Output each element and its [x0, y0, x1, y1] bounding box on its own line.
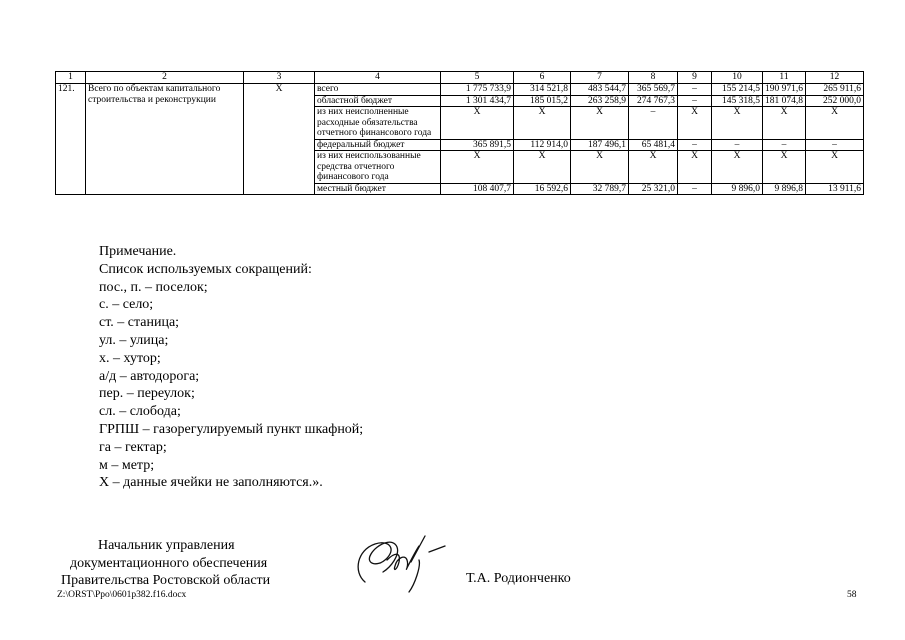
value-cell: Х — [571, 151, 629, 184]
handwritten-signature — [335, 522, 455, 602]
value-cell: 274 767,3 — [629, 95, 678, 107]
value-cell: 65 481,4 — [629, 139, 678, 151]
value-cell: Х — [678, 107, 712, 140]
value-cell: Х — [629, 151, 678, 184]
column-header: 1 — [56, 72, 86, 84]
value-cell: 9 896,0 — [712, 183, 763, 195]
note-line: Список используемых сокращений: — [99, 261, 312, 277]
note-line: ст. – станица; — [99, 315, 180, 331]
value-cell: Х — [806, 107, 864, 140]
table-row — [56, 84, 864, 96]
value-cell: 25 321,0 — [629, 183, 678, 195]
column-header: 6 — [514, 72, 571, 84]
column-header: 7 — [571, 72, 629, 84]
file-path: Z:\ORST\Ppo\0601p382.f16.docx — [57, 590, 187, 600]
value-cell: – — [678, 84, 712, 96]
value-cell: 112 914,0 — [514, 139, 571, 151]
note-line: ул. – улица; — [99, 332, 169, 348]
value-cell: – — [806, 139, 864, 151]
value-cell: 13 911,6 — [806, 183, 864, 195]
value-cell: Х — [678, 151, 712, 184]
value-cell: Х — [441, 107, 514, 140]
value-cell: 145 318,5 — [712, 95, 763, 107]
value-cell: 365 891,5 — [441, 139, 514, 151]
note-line: Х – данные ячейки не заполняются.». — [99, 475, 323, 491]
value-cell: 265 911,6 — [806, 84, 864, 96]
column-header: 4 — [315, 72, 441, 84]
value-cell: Х — [514, 151, 571, 184]
value-cell: 1 301 434,7 — [441, 95, 514, 107]
value-cell: – — [629, 107, 678, 140]
value-cell: Х — [441, 151, 514, 184]
position-line: Правительства Ростовской области — [61, 573, 271, 588]
value-cell: 185 015,2 — [514, 95, 571, 107]
budget-source-cell: из них неисполненные расходные обязательства отчетного финансового года — [315, 107, 441, 140]
column-header: 12 — [806, 72, 864, 84]
value-cell: – — [678, 139, 712, 151]
value-cell: 32 789,7 — [571, 183, 629, 195]
page-number: 58 — [847, 590, 857, 600]
budget-source-cell: областной бюджет — [315, 95, 441, 107]
value-cell: Х — [571, 107, 629, 140]
value-cell: 365 569,7 — [629, 84, 678, 96]
column-header: 9 — [678, 72, 712, 84]
value-cell: – — [678, 95, 712, 107]
budget-source-cell: всего — [315, 84, 441, 96]
value-cell: – — [712, 139, 763, 151]
note-line: га – гектар; — [99, 439, 167, 455]
value-cell: 483 544,7 — [571, 84, 629, 96]
note-line: пос., п. – поселок; — [99, 279, 208, 295]
value-cell: 9 896,8 — [763, 183, 806, 195]
value-cell: 16 592,6 — [514, 183, 571, 195]
value-cell: 252 000,0 — [806, 95, 864, 107]
budget-source-cell: из них неиспользованные средства отчетного финансового года — [315, 151, 441, 184]
value-cell: Х — [712, 107, 763, 140]
value-cell: 190 971,6 — [763, 84, 806, 96]
value-cell: 181 074,8 — [763, 95, 806, 107]
column-header: 5 — [441, 72, 514, 84]
notes-section — [99, 243, 363, 492]
value-cell: – — [763, 139, 806, 151]
column-header: 10 — [712, 72, 763, 84]
value-cell: Х — [806, 151, 864, 184]
note-line: а/д – автодорога; — [99, 368, 200, 384]
signatory-name: Т.А. Родионченко — [466, 571, 571, 586]
note-line: с. – село; — [99, 297, 154, 313]
value-cell: Х — [712, 151, 763, 184]
object-name-cell: Всего по объектам капитального строительства и реконструкции — [86, 84, 244, 195]
note-line: х. – хутор; — [99, 350, 161, 366]
value-cell: 263 258,9 — [571, 95, 629, 107]
value-cell: 155 214,5 — [712, 84, 763, 96]
note-line: сл. – слобода; — [99, 404, 181, 420]
value-cell: 314 521,8 — [514, 84, 571, 96]
value-cell: – — [678, 183, 712, 195]
value-cell: Х — [514, 107, 571, 140]
table-header-row — [56, 72, 864, 84]
value-cell: Х — [763, 151, 806, 184]
position-line: документационного обеспечения — [70, 556, 268, 571]
row-number-cell: 121. — [56, 84, 86, 195]
value-cell: Х — [763, 107, 806, 140]
budget-source-cell: местный бюджет — [315, 183, 441, 195]
value-cell: 108 407,7 — [441, 183, 514, 195]
note-line: м – метр; — [99, 457, 155, 473]
position-line: Начальник управления — [98, 538, 235, 553]
budget-table — [55, 71, 864, 195]
column-header: 3 — [244, 72, 315, 84]
notes-heading: Примечание. — [99, 244, 177, 259]
budget-source-cell: федеральный бюджет — [315, 139, 441, 151]
column-header: 2 — [86, 72, 244, 84]
col3-cell: Х — [244, 84, 315, 195]
value-cell: 187 496,1 — [571, 139, 629, 151]
note-line: пер. – переулок; — [99, 386, 195, 402]
column-header: 11 — [763, 72, 806, 84]
column-header: 8 — [629, 72, 678, 84]
value-cell: 1 775 733,9 — [441, 84, 514, 96]
note-line: ГРПШ – газорегулируемый пункт шкафной; — [99, 421, 364, 437]
